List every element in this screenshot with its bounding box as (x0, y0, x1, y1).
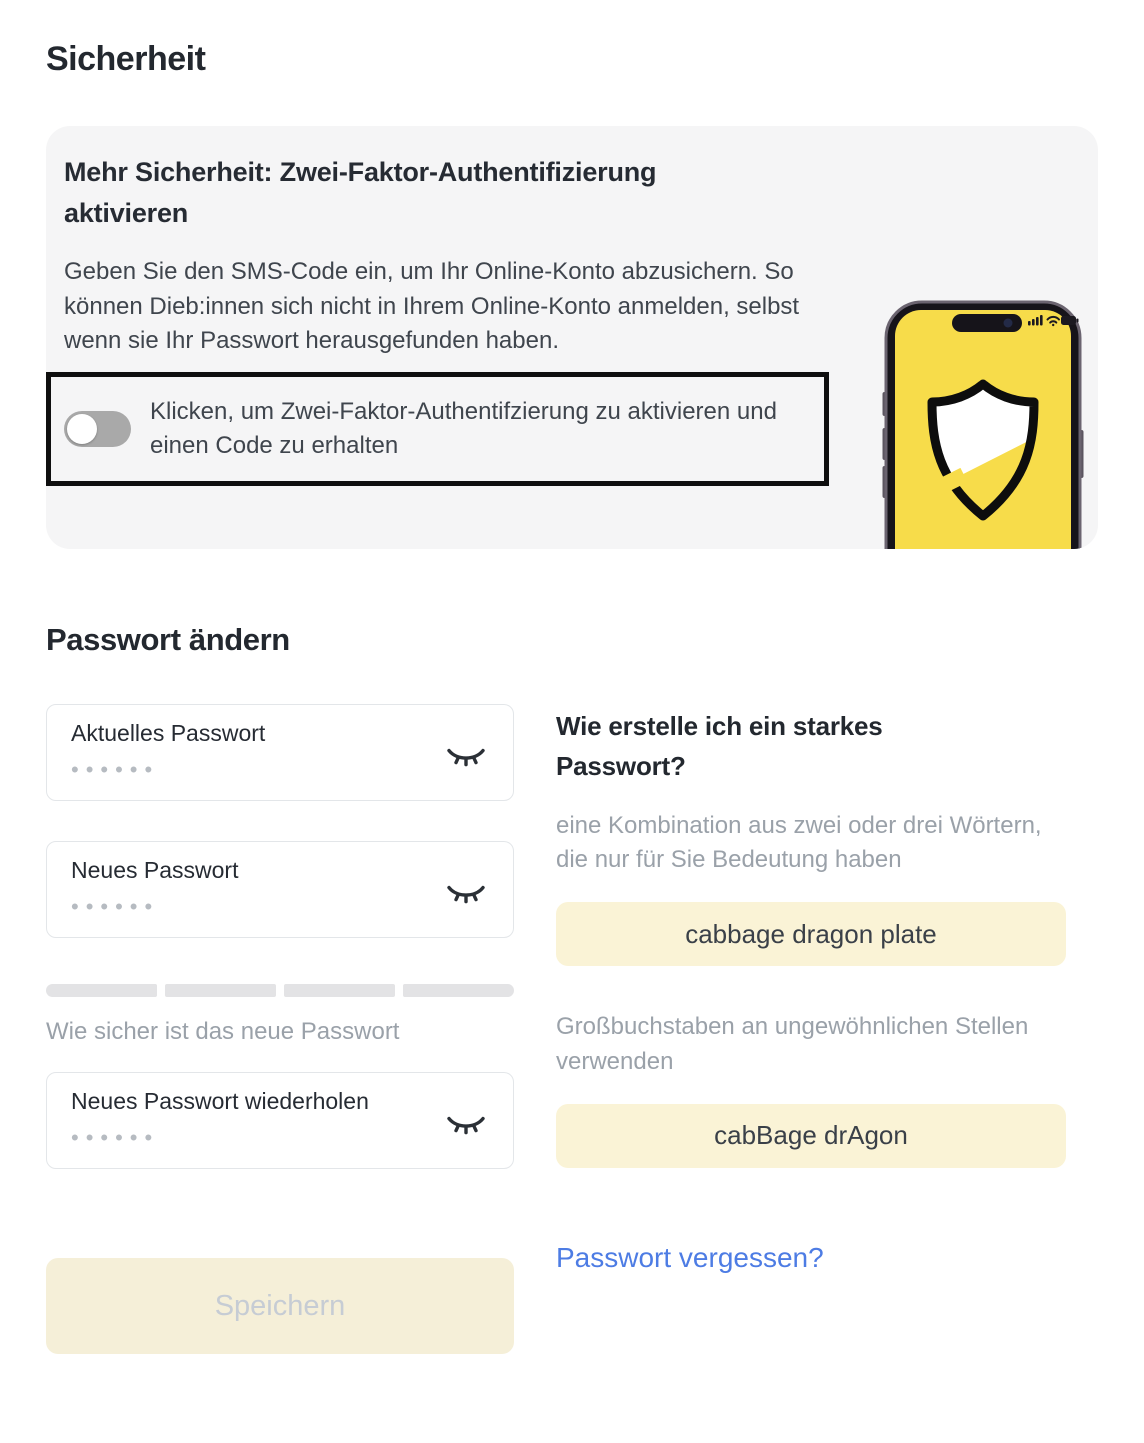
eye-closed-icon (445, 1109, 487, 1139)
toggle-knob (67, 414, 97, 444)
section-title-change-password: Passwort ändern (46, 622, 290, 657)
current-password-field[interactable] (46, 704, 514, 801)
new-password-input[interactable]: •••••• (71, 894, 160, 919)
toggle-visibility-button[interactable] (445, 878, 487, 908)
two-factor-toggle[interactable] (64, 411, 131, 447)
strength-segment (46, 984, 157, 997)
repeat-password-label: Neues Passwort wiederholen (71, 1088, 369, 1114)
password-example-1: cabbage dragon plate (556, 902, 1066, 966)
strength-segment (284, 984, 395, 997)
password-form (46, 704, 514, 1354)
password-columns (46, 704, 1098, 1354)
tip-text-2: Großbuchstaben an ungewöhnlichen Stellen verwenden (556, 1013, 1029, 1075)
repeat-password-field[interactable] (46, 1072, 514, 1169)
two-factor-card (46, 126, 1098, 549)
repeat-password-input[interactable]: •••••• (71, 1125, 160, 1150)
toggle-visibility-button[interactable] (445, 1109, 487, 1139)
toggle-label: Klicken, um Zwei-Faktor-Authentifzierung zu aktivieren und einen Code zu erhalten (150, 398, 777, 459)
strength-segment (403, 984, 514, 997)
password-tips (556, 704, 1066, 1274)
forgot-password-link[interactable]: Passwort vergessen? (556, 1241, 824, 1273)
phone-shield-icon (882, 300, 1084, 549)
password-strength-bar (46, 984, 514, 997)
two-factor-toggle-box[interactable] (46, 372, 829, 486)
two-factor-heading: Mehr Sicherheit: Zwei-Faktor-Authentifizierung aktivieren (64, 157, 657, 228)
tips-heading: Wie erstelle ich ein starkes Passwort? (556, 711, 883, 782)
new-password-label: Neues Passwort (71, 857, 239, 883)
save-button[interactable]: Speichern (46, 1258, 514, 1354)
two-factor-description: Geben Sie den SMS-Code ein, um Ihr Online-Konto abzusichern. So können Dieb:innen sich nicht in Ihrem Online-Konto anmelden, selbst wenn sie Ihr Passwort herausgefunden haben. (64, 258, 800, 355)
password-example-2: cabBage drAgon (556, 1104, 1066, 1168)
strength-segment (165, 984, 276, 997)
tip-text-1: eine Kombination aus zwei oder drei Wörtern, die nur für Sie Bedeutung haben (556, 811, 1042, 874)
phone-illustration (882, 300, 1084, 549)
page-title: Sicherheit (46, 40, 206, 78)
new-password-field[interactable] (46, 841, 514, 938)
toggle-visibility-button[interactable] (445, 741, 487, 771)
eye-closed-icon (445, 741, 487, 771)
eye-closed-icon (445, 878, 487, 908)
current-password-label: Aktuelles Passwort (71, 720, 266, 746)
camera-dot (1004, 319, 1013, 328)
password-strength-label: Wie sicher ist das neue Passwort (46, 1018, 400, 1045)
current-password-input[interactable]: •••••• (71, 757, 160, 782)
